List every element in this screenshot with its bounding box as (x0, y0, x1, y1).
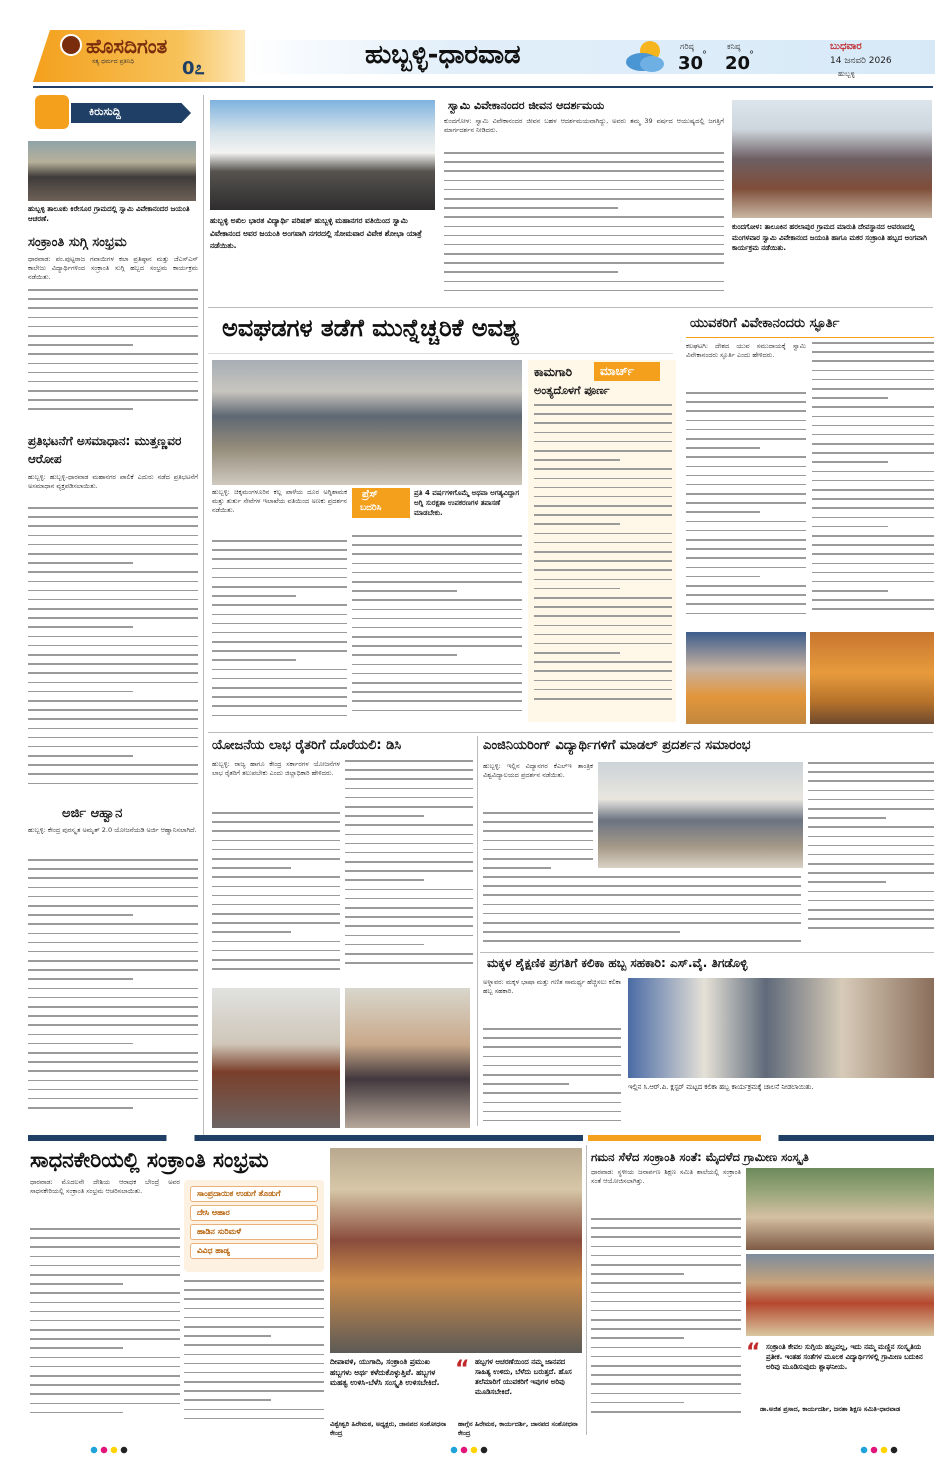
min-temp-label: ಕನಿಷ್ಠ (727, 42, 741, 51)
fire-photo (212, 360, 522, 485)
sadhan-pill: ದೇಸಿ ಆಹಾರ (190, 1205, 318, 1221)
issue-date: 14 ಜನವರಿ 2026 (830, 56, 892, 66)
dc-lead: ಹುಬ್ಬಳ್ಳಿ: ರಾಜ್ಯ ಹಾಗೂ ಕೇಂದ್ರ ಸರ್ಕಾರಗಳ ಯೋಜನೆಗಳ ಲಾಭ ರೈತರಿಗೆ ತಲುಪಬೇಕು ಎಂದು ಜಿಲ್ಲಾಧಿಕಾರಿ ಹೇಳಿದರು. (212, 760, 340, 778)
arji-lead: ಹುಬ್ಬಳ್ಳಿ: ಕೇಂದ್ರ ಪುರಸ್ಕೃತ ಅಮೃತ್ 2.0 ಯೋಜನೆಯಡಿ ಅರ್ಜಿ ಆಹ್ವಾನಿಸಲಾಗಿದೆ. (28, 826, 197, 834)
gamana-photo-1 (746, 1168, 934, 1250)
bottom-band-right (588, 1135, 934, 1141)
brand-logo-icon (60, 34, 82, 56)
weather-cloud-icon (622, 38, 668, 74)
dc-title: ಯೋಜನೆಯ ಲಾಭ ರೈತರಿಗೆ ದೊರೆಯಲಿ: ಡಿಸಿ (212, 738, 402, 753)
youth-title: ಯುವಕರಿಗೆ ವಿವೇಕಾನಂದರು ಸ್ಫೂರ್ತಿ (690, 316, 840, 331)
sankranti-title: ಸಂಕ್ರಾಂತಿ ಸುಗ್ಗಿ ಸಂಭ್ರಮ (28, 235, 127, 250)
dc-body-2 (345, 760, 473, 984)
gamana-photo-2 (746, 1254, 934, 1336)
fire-lead: ಹುಬ್ಬಳ್ಳಿ: ಚಿಕ್ಕಮಂಗಳೂರಿನ ಕಲ್ಲ ಪಾಳೆಯ ದೂರ ಅಗ್ನಿಶಾಮಕ ಮತ್ತು ತುರ್ತು ಸೇವೆಗಳ ಇಲಾಖೆಯ ವತಿಯಿಂದ ಅಣಕು ಪ್ರದರ್ಶನ ನಡೆಯಿತು. (212, 488, 347, 515)
registration-dots (860, 1446, 900, 1454)
max-temp: 30 (678, 53, 704, 74)
kids-lead: ಅಳ್ನಾವರ: ಮಕ್ಕಳ ಭಾಷಾ ಮತ್ತು ಗಣಿತ ಸಾಮರ್ಥ್ಯ ಹೆಚ್ಚಿಸಲು ಕಲಿಕಾ ಹಬ್ಬ ಸಹಕಾರಿ. (483, 978, 621, 996)
youth-photo-1 (686, 632, 806, 724)
vivek-body (444, 152, 724, 302)
engg-body-1 (483, 812, 593, 872)
dc-body-1 (212, 812, 340, 984)
brief1-photo (28, 141, 196, 201)
youth-body-2 (812, 342, 934, 624)
kids-body (483, 1028, 621, 1126)
engg-photo (598, 762, 803, 868)
dc-photo-1 (212, 988, 340, 1128)
kirusuddi-label: ಕಿರುಸುದ್ದಿ (89, 105, 121, 118)
page-number: 0೭ (182, 58, 205, 79)
max-temp-deg: ° (702, 50, 707, 61)
brand-tagline: ಸತ್ಯ ಧರ್ಮದ ಪ್ರತಿನಿಧಿ (92, 58, 135, 65)
mid-row-divider (208, 732, 933, 733)
sadhan-quote-1: ದೀಪಾವಳಿ, ಯುಗಾದಿ, ಸಂಕ್ರಾಂತಿ ಪ್ರಮುಖ ಹಬ್ಬಗಳು ಅರ್ಥ ಕಳೆದುಕೊಳ್ಳುತ್ತಿವೆ. ಹಬ್ಬಗಳ ಮಹತ್ವ ಉಳಿಸಿ-ಬೆಳೆಸಿ ಸಂಸ್ಕೃತಿ ಉಳಿಸಬೇಕಿದೆ. (330, 1357, 440, 1387)
youth-photo-2 (810, 632, 934, 724)
youth-rule (686, 337, 934, 338)
fire-badge-text: ಪ್ರತಿ 4 ವರ್ಷಗಳಿಗೊಮ್ಮೆ ಅಥವಾ ಅಗತ್ಯವಿದ್ದಾಗ ಅಗ್ನಿ ಸುರಕ್ಷತಾ ಉಪಕರಣಗಳ ತಪಾಸಣೆ ಮಾಡಬೇಕು. (414, 489, 520, 517)
gamana-author: ಡಾ.ಅಜಿತ ಪ್ರಸಾದ, ಕಾರ್ಯದರ್ಶಿ, ಜನತಾ ಶಿಕ್ಷಣ ಸಮಿತಿ-ಧಾರವಾಡ (760, 1405, 901, 1413)
youth-body-1 (686, 392, 806, 624)
sadhan-photo (330, 1148, 582, 1353)
quote-mark-icon: “ (746, 1340, 761, 1365)
fire-badge-bottom: ಬದರಿಸಿ (360, 503, 382, 513)
issue-city: ಹುಬ್ಬಳ್ಳಿ (838, 70, 855, 78)
kids-caption: ಇಲ್ಲಿನ ಸಿ.ಆರ್.ಪಿ. ಕ್ಲಸ್ಟರ್ ಮಟ್ಟದ ಕಲಿಕಾ ಹಬ್ಬ ಕಾರ್ಯಕ್ರಮಕ್ಕೆ ಚಾಲನೆ ನೀಡಲಾಯಿತು. (628, 1083, 814, 1091)
sadhan-pill: ವಿವಿಧ ಹಾಡ್ಯ (190, 1243, 318, 1259)
sadhan-title: ಸಾಧನಕೇರಿಯಲ್ಲಿ ಸಂಕ್ರಾಂತಿ ಸಂಭ್ರಮ (30, 1148, 269, 1172)
min-temp: 20 (725, 53, 751, 74)
sadhan-body-2 (184, 1280, 324, 1430)
issue-day: ಬುಧವಾರ (830, 41, 862, 52)
protest-lead: ಹುಬ್ಬಳ್ಳಿ: ಹುಬ್ಬಳ್ಳಿ-ಧಾರವಾಡ ಮಹಾನಗರ ಪಾಲಿಕೆ ಎದುರು ನಡೆದ ಪ್ರತಿಭಟನೆಗೆ ಅಸಮಾಧಾನ ವ್ಯಕ್ತಪಡಿಸಲಾಯಿತು. (28, 473, 198, 491)
kamagari-body (534, 404, 672, 716)
sankranti-lead: ಧಾರವಾಡ: ಪಂ.ಪುಟ್ಟರಾಜ ಗವಾಯಿಗಳ ಕಲಾ ಪ್ರತಿಷ್ಠಾನ ಮತ್ತು ಜೆಎಸ್‌ಎಸ್ ಕಾಲೇಜು ವಿದ್ಯಾರ್ಥಿಗಳಿಂದ ಸಂಕ್ರಾಂತಿ ಸುಗ್ಗಿ ಹಬ್ಬದ ಸಂಭ್ರಮ ಕಾರ್ಯಕ್ರಮ ನಡೆಯಿತು. (28, 255, 198, 282)
fire-body-1 (212, 540, 347, 726)
max-temp-label: ಗರಿಷ್ಠ (680, 42, 694, 51)
gamana-title: ಗಮನ ಸೆಳೆದ ಸಂಕ್ರಾಂತಿ ಸಂತೆ: ಮೈದಳೆದ ಗ್ರಾಮೀಣ ಸಂಸ್ಕೃತಿ (591, 1150, 809, 1164)
kids-divider (480, 952, 934, 953)
bottom-band-left (28, 1135, 583, 1141)
kundgol-photo (732, 100, 932, 218)
fire-headline: ಅವಘಡಗಳ ತಡೆಗೆ ಮುನ್ನೆಚ್ಚರಿಕೆ ಅವಶ್ಯ (222, 314, 520, 342)
sadhan-body-1 (30, 1228, 180, 1428)
sadhan-pill: ಹಾಡಿನ ಸುರಿಮಳೆ (190, 1224, 318, 1240)
fire-body-2 (352, 535, 522, 725)
brief1-caption: ಹುಬ್ಬಳ್ಳಿ ತಾಲೂಕು ಕಿರೇಸೂರ ಗ್ರಾಮದಲ್ಲಿ ಸ್ವಾಮಿ ವಿವೇಕಾನಂದರ ಜಯಂತಿ ಆಚರಣೆ. (28, 205, 190, 223)
dc-photo-2 (345, 988, 470, 1128)
hand-icon (35, 95, 69, 129)
top-photo-caption: ಹುಬ್ಬಳ್ಳಿ ಅಖಿಲ ಭಾರತ ವಿದ್ಯಾರ್ಥಿ ಪರಿಷತ್ ಹುಬ್ಬಳ್ಳಿ ಮಹಾನಗರ ವತಿಯಿಂದ ಸ್ವಾಮಿ ವಿವೇಕಾನಂದ ಅವರ ಜಯಂತಿ ಅಂಗವಾಗಿ ನಗರದಲ್ಲಿ ಸೋಮವಾರ ವಿವೇಕ ಶೋಭಾ ಯಾತ್ರೆ ನಡೆಯಿತು. (210, 216, 422, 250)
gamana-body (591, 1218, 741, 1428)
kids-title: ಮಕ್ಕಳ ಶೈಕ್ಷಣಿಕ ಪ್ರಗತಿಗೆ ಕಲಿಕಾ ಹಬ್ಬ ಸಹಕಾರಿ: ಎಸ್.ವೈ. ತಿಗಡೊಳ್ಳಿ (487, 956, 748, 970)
protest-title: ಪ್ರತಿಭಟನೆಗೆ ಅಸಮಾಧಾನ: ಮುತ್ತಣ್ಣವರ ಆರೋಪ (28, 434, 182, 466)
quote-mark-icon: “ (455, 1357, 470, 1382)
column-divider (203, 95, 204, 1135)
engg-lead: ಹುಬ್ಬಳ್ಳಿ: ಇಲ್ಲಿನ ವಿದ್ಯಾನಗರ ಕೆಎಲ್‌ಇ ತಾಂತ್ರಿಕ ವಿಶ್ವವಿದ್ಯಾಲಯದ ಪ್ರದರ್ಶನ ನಡೆಯಿತು. (483, 762, 593, 780)
engg-body-2 (808, 762, 934, 948)
kirusuddi-badge (33, 95, 193, 133)
sadhan-author-2: ಹಾಗ್ಗೆನ ಹಿರೇಮಠ, ಕಾರ್ಯದರ್ಶಿ, ಜಾನಪದ ಸಂಶೋಧನಾ ಕೇಂದ್ರ (458, 1420, 578, 1437)
edition-title: ಹುಬ್ಬಳ್ಳಿ-ಧಾರವಾಡ (365, 40, 521, 70)
sadhan-author-1: ವಿಶ್ವೇಶ್ವರಿ ಹಿರೇಮಠ, ಅಧ್ಯಕ್ಷರು, ಜಾನಪದ ಸಂಶೋಧನಾ ಕೇಂದ್ರ (330, 1420, 447, 1437)
top-photo (210, 100, 435, 210)
sadhan-lead: ಧಾರವಾಡ: ಮೊದಲನೇ ದೇಶಿಯ ಆರಾಧಕ ಬೇಂದ್ರೆ ಅವರ ಸಾಧನಕೇರಿಯಲ್ಲಿ ಸಂಕ್ರಾಂತಿ ಸಂಭ್ರಮ ಆಚರಿಸಲಾಯಿತು. (30, 1178, 180, 1196)
vivek-title: ಸ್ವಾಮಿ ವಿವೇಕಾನಂದರ ಜೀವನ ಆದರ್ಶಮಯ (448, 99, 605, 112)
arji-title: ಅರ್ಜಿ ಆಹ್ವಾನ (62, 806, 123, 821)
dc-divider (477, 736, 478, 1126)
engg-title: ಎಂಜಿನಿಯರಿಂಗ್ ವಿದ್ಯಾರ್ಥಿಗಳಿಗೆ ಮಾಡಲ್ ಪ್ರದರ್ಶನ ಸಮಾರಂಭ (483, 738, 751, 753)
sadhan-pill-list (190, 1186, 318, 1262)
kamagari-title-c: ಅಂತ್ಯದೊಳಗೆ ಪೂರ್ಣ (534, 384, 610, 397)
kundgol-caption: ಕುಂದಗೋಳ: ತಾಲೂಕಿನ ಹರಲಾಪುರ ಗ್ರಾಮದ ಮಾರುತಿ ದೇವಸ್ಥಾನದ ಆವರಣದಲ್ಲಿ ಮಂಗಳವಾರ ಸ್ವಾಮಿ ವಿವೇಕಾನಂದ ಜಯಂತಿ ಹಾಗೂ ಮಕರ ಸಂಕ್ರಾಂತಿ ಹಬ್ಬದ ಅಂಗವಾಗಿ ಕಾರ್ಯಕ್ರಮ ನಡೆಯಿತು. (732, 223, 927, 252)
fire-badge-top: ಪ್ರೆಸ್ (362, 489, 378, 500)
top-row-divider (208, 307, 933, 308)
sadhan-quote-2: ಹಬ್ಬಗಳ ಆಚರಣೆಯಿಂದ ನಮ್ಮ ಜಾನಪದ ಸಾಹಿತ್ಯ ಉಳಿದು, ಬೆಳೆದು ಬರುತ್ತದೆ. ಹೊಸ ತಲೆಮಾರಿಗೆ ಯುವಕರಿಗೆ ಇವುಗಳ ಅರಿವು ಮೂಡಿಸಬೇಕಿದೆ. (475, 1358, 572, 1396)
registration-dots (450, 1446, 490, 1454)
sankranti-body (28, 289, 198, 421)
brand-name: ಹೊಸದಿಗಂತ (86, 34, 168, 58)
sadhan-pill: ಸಾಂಪ್ರದಾಯಿಕ ಉಡುಗೆ ತೊಡುಗೆ (190, 1186, 318, 1202)
arji-body (28, 859, 198, 1124)
kamagari-title-a: ಕಾಮಗಾರಿ (534, 365, 573, 379)
kamagari-title-b: ಮಾರ್ಚ್ (600, 364, 634, 378)
youth-lead: ಕಲಘಟಗಿ: ದೇಶದ ಯುವ ಸಮುದಾಯಕ್ಕೆ ಸ್ವಾಮಿ ವಿವೇಕಾನಂದರು ಸ್ಫೂರ್ತಿ ಎಂದು ಹೇಳಿದರು. (686, 342, 806, 360)
kids-photo (628, 978, 934, 1078)
gamana-lead: ಧಾರವಾಡ: ಸ್ಥಳೀಯ ಜನಾರ್ಪಣ ಶಿಕ್ಷಣ ಸಮಿತಿ ಶಾಲೆಯಲ್ಲಿ ಸಂಕ್ರಾಂತಿ ಸಂತೆ ಆಯೋಜಿಸಲಾಗಿತ್ತು. (591, 1168, 741, 1186)
bottom-divider (586, 1145, 587, 1435)
masthead-rule (33, 86, 933, 88)
min-temp-deg: ° (749, 50, 754, 61)
engg-body-3 (483, 876, 801, 948)
gamana-quote: ಸಂಕ್ರಾಂತಿ ಕೇವಲ ಸುಗ್ಗಿಯ ಹಬ್ಬವಲ್ಲ, ಇದು ನಮ್ಮ ಮಣ್ಣಿನ ಸಂಸ್ಕೃತಿಯ ಪ್ರತೀಕ. ಇಂತಹ ಸಂತೆಗಳ ಮೂಲಕ ವಿದ್ಯಾರ್ಥಿಗಳಲ್ಲಿ ಗ್ರಾಮೀಣ ಬದುಕಿನ ಅರಿವು ಮೂಡಿಸುವುದು ಶ್ಲಾಘನೀಯ. (766, 1343, 923, 1371)
masthead (0, 0, 945, 88)
registration-dots (90, 1446, 130, 1454)
vivek-lead: ಕುಂದಗೋಳ: ಸ್ವಾಮಿ ವಿವೇಕಾನಂದರ ಜೀವನ ಬಹಳ ಆದರ್ಶಮಯವಾಗಿದ್ದು, ಅವರು ತಮ್ಮ 39 ವರ್ಷದ ಆಯುಷ್ಯದಲ್ಲಿ ಜಗತ್ತಿಗೆ ಮಾರ್ಗದರ್ಶನ ನೀಡಿದರು. (444, 117, 724, 135)
protest-body (28, 507, 198, 799)
